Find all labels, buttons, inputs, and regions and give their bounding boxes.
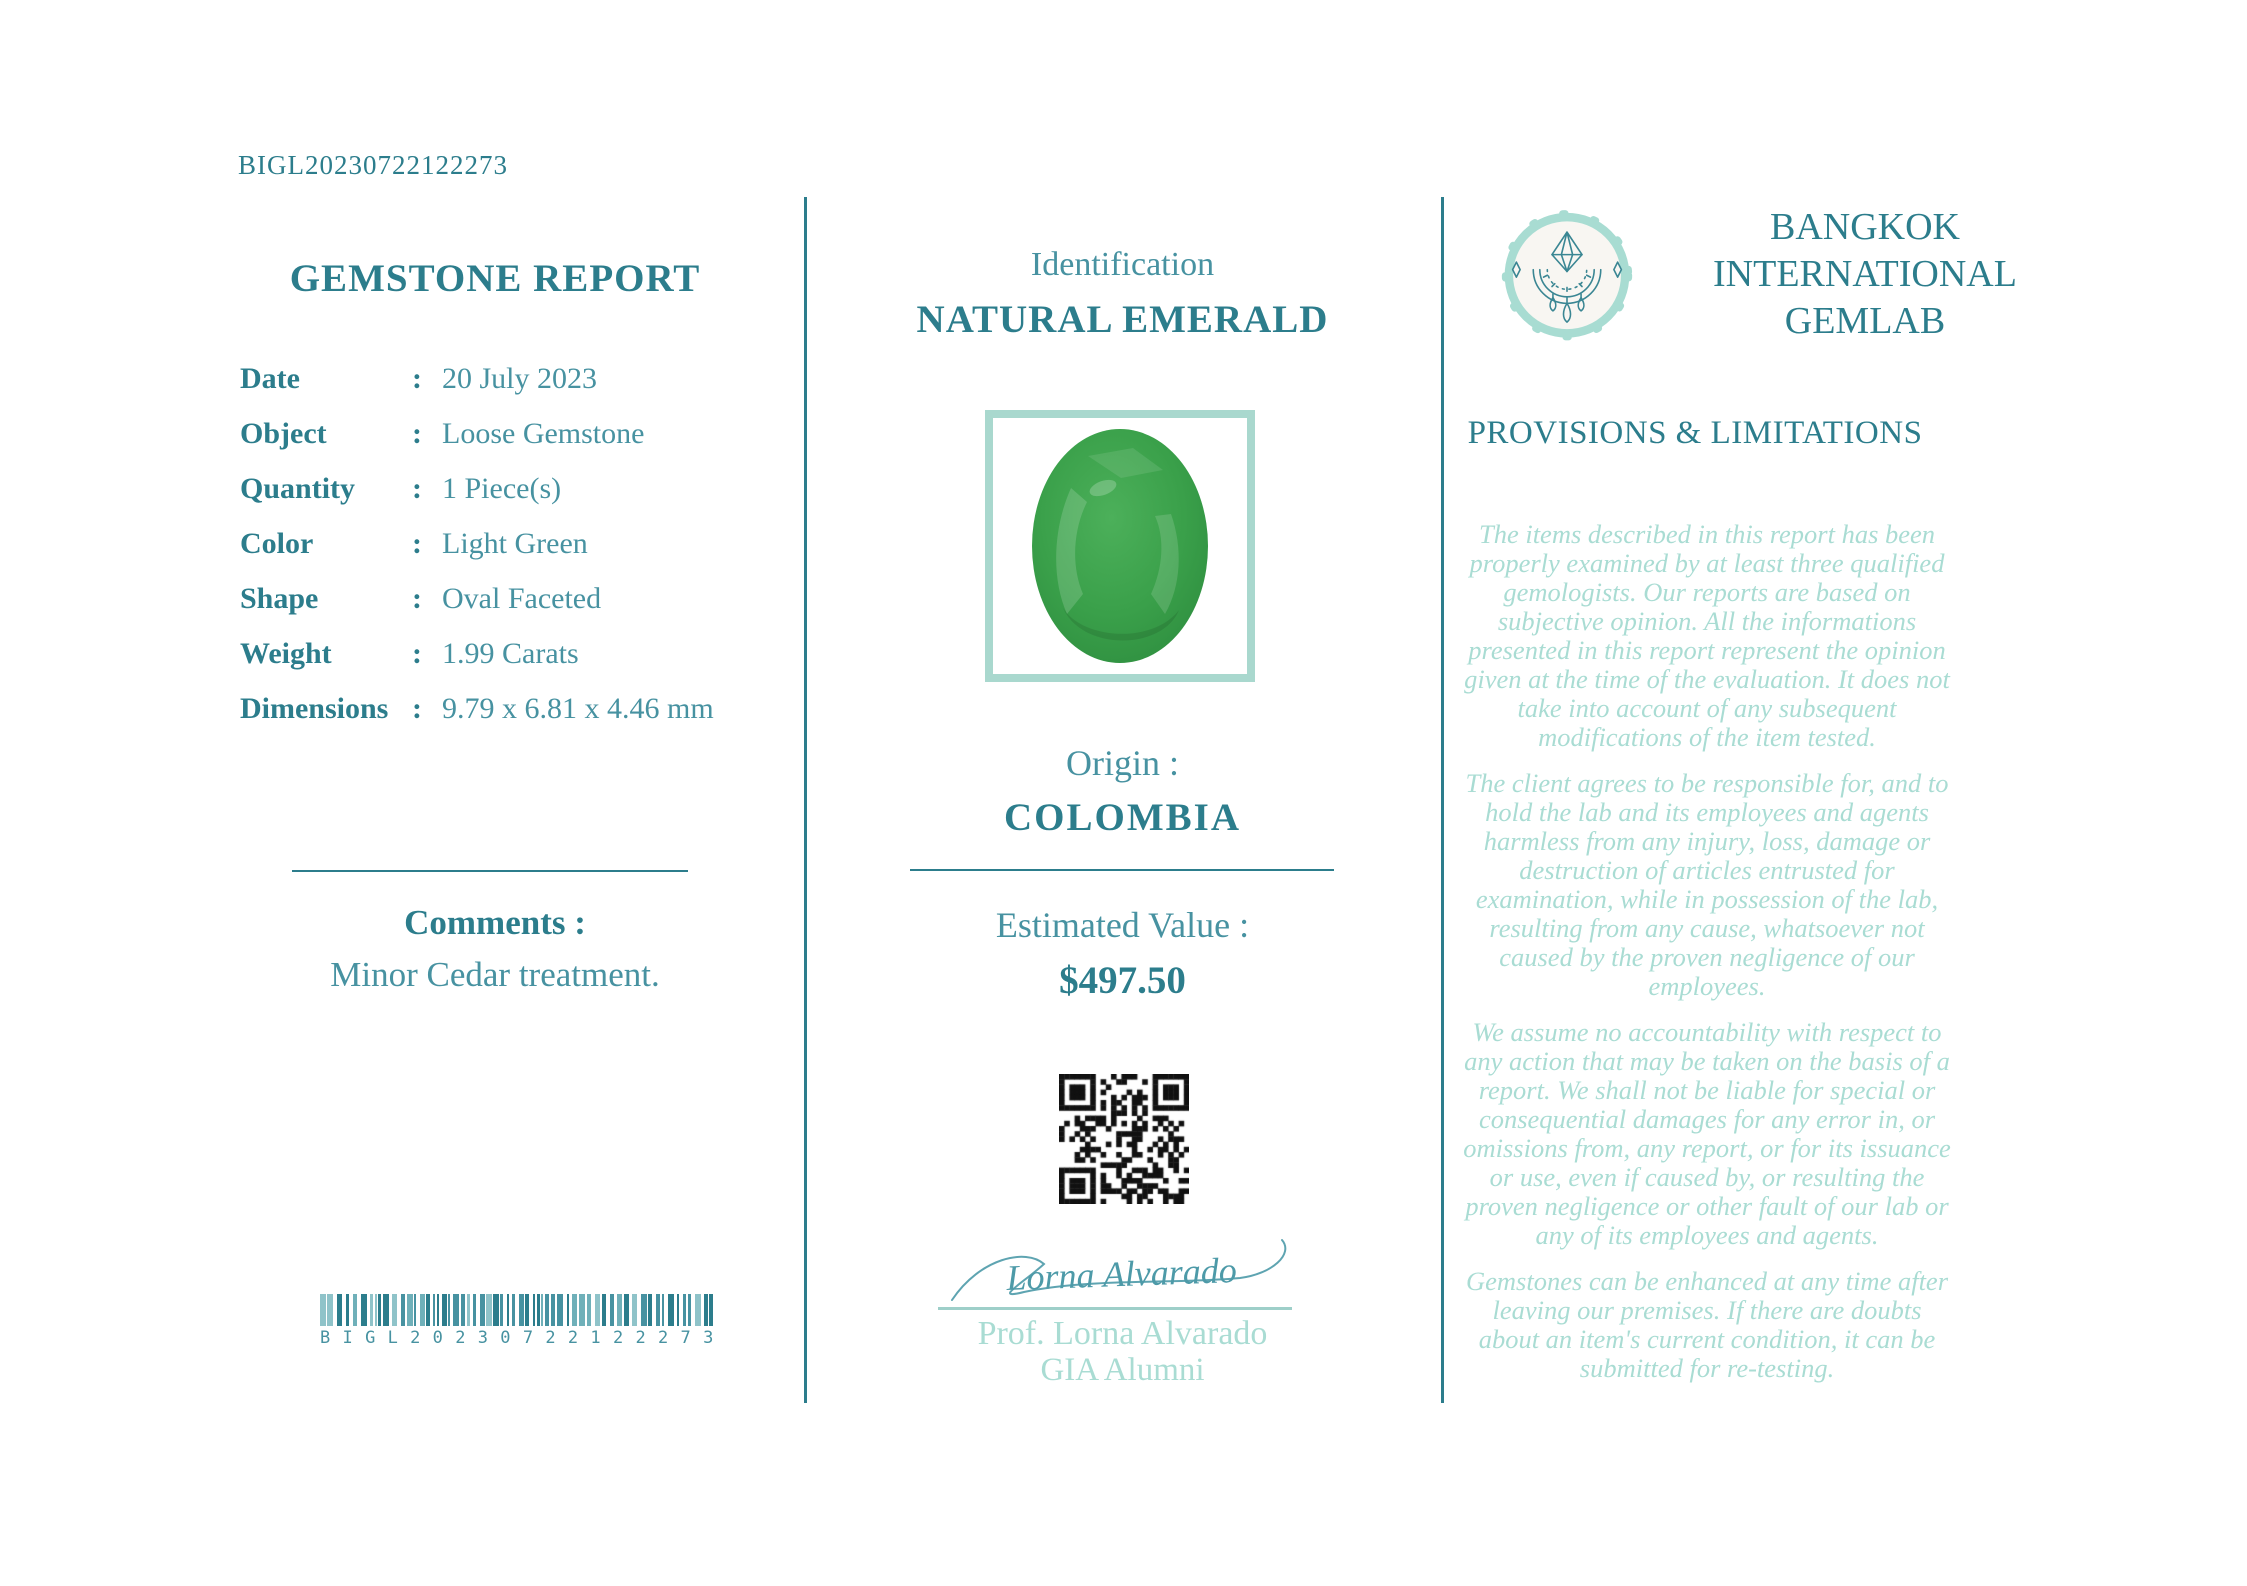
field-row-shape xyxy=(240,582,760,637)
field-row-color xyxy=(240,527,760,582)
gem-photo-frame xyxy=(985,410,1255,682)
field-label: Quantity xyxy=(240,472,356,505)
field-label: Dimensions xyxy=(240,692,389,725)
field-value: Light Green xyxy=(442,527,588,560)
field-label: Weight xyxy=(240,637,332,670)
provisions-paragraph: The items described in this report has been properly examined by at least three qualified gemologists. Our reports are based on subjective opinion. All the informations presented in this report represent the opinion given at the time of the evaluation. It does not take into account of any subsequent modifications of the item tested. xyxy=(1464,519,1950,752)
field-label: Date xyxy=(240,362,300,395)
field-value: Loose Gemstone xyxy=(442,417,645,450)
barcode xyxy=(320,1294,726,1348)
estimated-value-separator-line xyxy=(910,869,1334,871)
field-row-quantity xyxy=(240,472,760,527)
identification-label: Identification xyxy=(1030,246,1215,283)
comments-separator-line xyxy=(292,870,688,872)
field-row-weight xyxy=(240,637,760,692)
field-row-dimensions xyxy=(240,692,760,747)
gemlab-logo-badge-icon xyxy=(1492,200,1642,358)
field-row-date xyxy=(240,362,760,417)
provisions-paragraph: We assume no accountability with respect to any action that may be taken on the basis of a report. We shall not be liable for special or consequential damages for any error in, or omissions from, any report, or for its issuance or use, even if caused by, or resulting the proven negligence or other fault of our lab or any of its employees and agents. xyxy=(1463,1017,1951,1250)
signature xyxy=(942,1228,1302,1310)
gem-photo xyxy=(993,418,1247,674)
field-label: Object xyxy=(240,417,327,450)
comments-label: Comments : xyxy=(404,903,586,942)
provisions-paragraph: Gemstones can be enhanced at any time after leaving our premises. If there are doubts about an item's current condition, it can be submitted for re-testing. xyxy=(1465,1266,1949,1383)
field-label: Color xyxy=(240,527,314,560)
signatory-name: Prof. Lorna Alvarado xyxy=(977,1315,1268,1352)
column-divider-right xyxy=(1441,197,1444,1403)
signatory-title: GIA Alumni xyxy=(1040,1352,1205,1388)
report-number: BIGL20230722122273 xyxy=(238,150,508,180)
gemstone-detail-fields xyxy=(240,362,760,747)
field-value: 1 Piece(s) xyxy=(442,472,562,505)
field-colon: : xyxy=(412,527,422,560)
origin-value: COLOMBIA xyxy=(1003,796,1241,839)
field-colon: : xyxy=(412,472,422,505)
field-colon: : xyxy=(412,582,422,615)
provisions-title: PROVISIONS & LIMITATIONS xyxy=(1467,415,1923,451)
field-value: 1.99 Carats xyxy=(442,637,579,670)
barcode-bars xyxy=(320,1294,720,1326)
signature-name-text: Lorna Alvarado xyxy=(1005,1249,1238,1299)
field-row-object xyxy=(240,417,760,472)
field-colon: : xyxy=(412,362,422,395)
gemstone-report-title: GEMSTONE REPORT xyxy=(289,257,701,300)
signature-line xyxy=(938,1307,1292,1310)
barcode-text: BIGL20230722122273 xyxy=(320,1328,726,1348)
column-divider-left xyxy=(804,197,807,1403)
field-value: Oval Faceted xyxy=(442,582,602,615)
field-value: 9.79 x 6.81 x 4.46 mm xyxy=(442,692,714,725)
lab-name: BANGKOK INTERNATIONAL GEMLAB xyxy=(1713,206,2017,342)
identification-value: NATURAL EMERALD xyxy=(916,298,1329,341)
provisions-paragraphs xyxy=(1462,520,1952,1400)
field-value: 20 July 2023 xyxy=(442,362,598,395)
field-colon: : xyxy=(412,637,422,670)
qr-code xyxy=(1059,1074,1189,1204)
provisions-paragraph: The client agrees to be responsible for, and to hold the lab and its employees and agents harmless from any injury, loss, damage or destruction of articles entrusted for examination, while in possession of the lab, resulting from any cause, whatsoever not caused by the proven negligence of our employees. xyxy=(1465,768,1949,1001)
field-colon: : xyxy=(412,692,422,725)
estimated-value-label: Estimated Value : xyxy=(995,905,1250,945)
field-label: Shape xyxy=(240,582,319,615)
field-colon: : xyxy=(412,417,422,450)
estimated-value: $497.50 xyxy=(1059,959,1186,1002)
comments-text: Minor Cedar treatment. xyxy=(330,955,660,994)
origin-label: Origin : xyxy=(1066,743,1179,783)
